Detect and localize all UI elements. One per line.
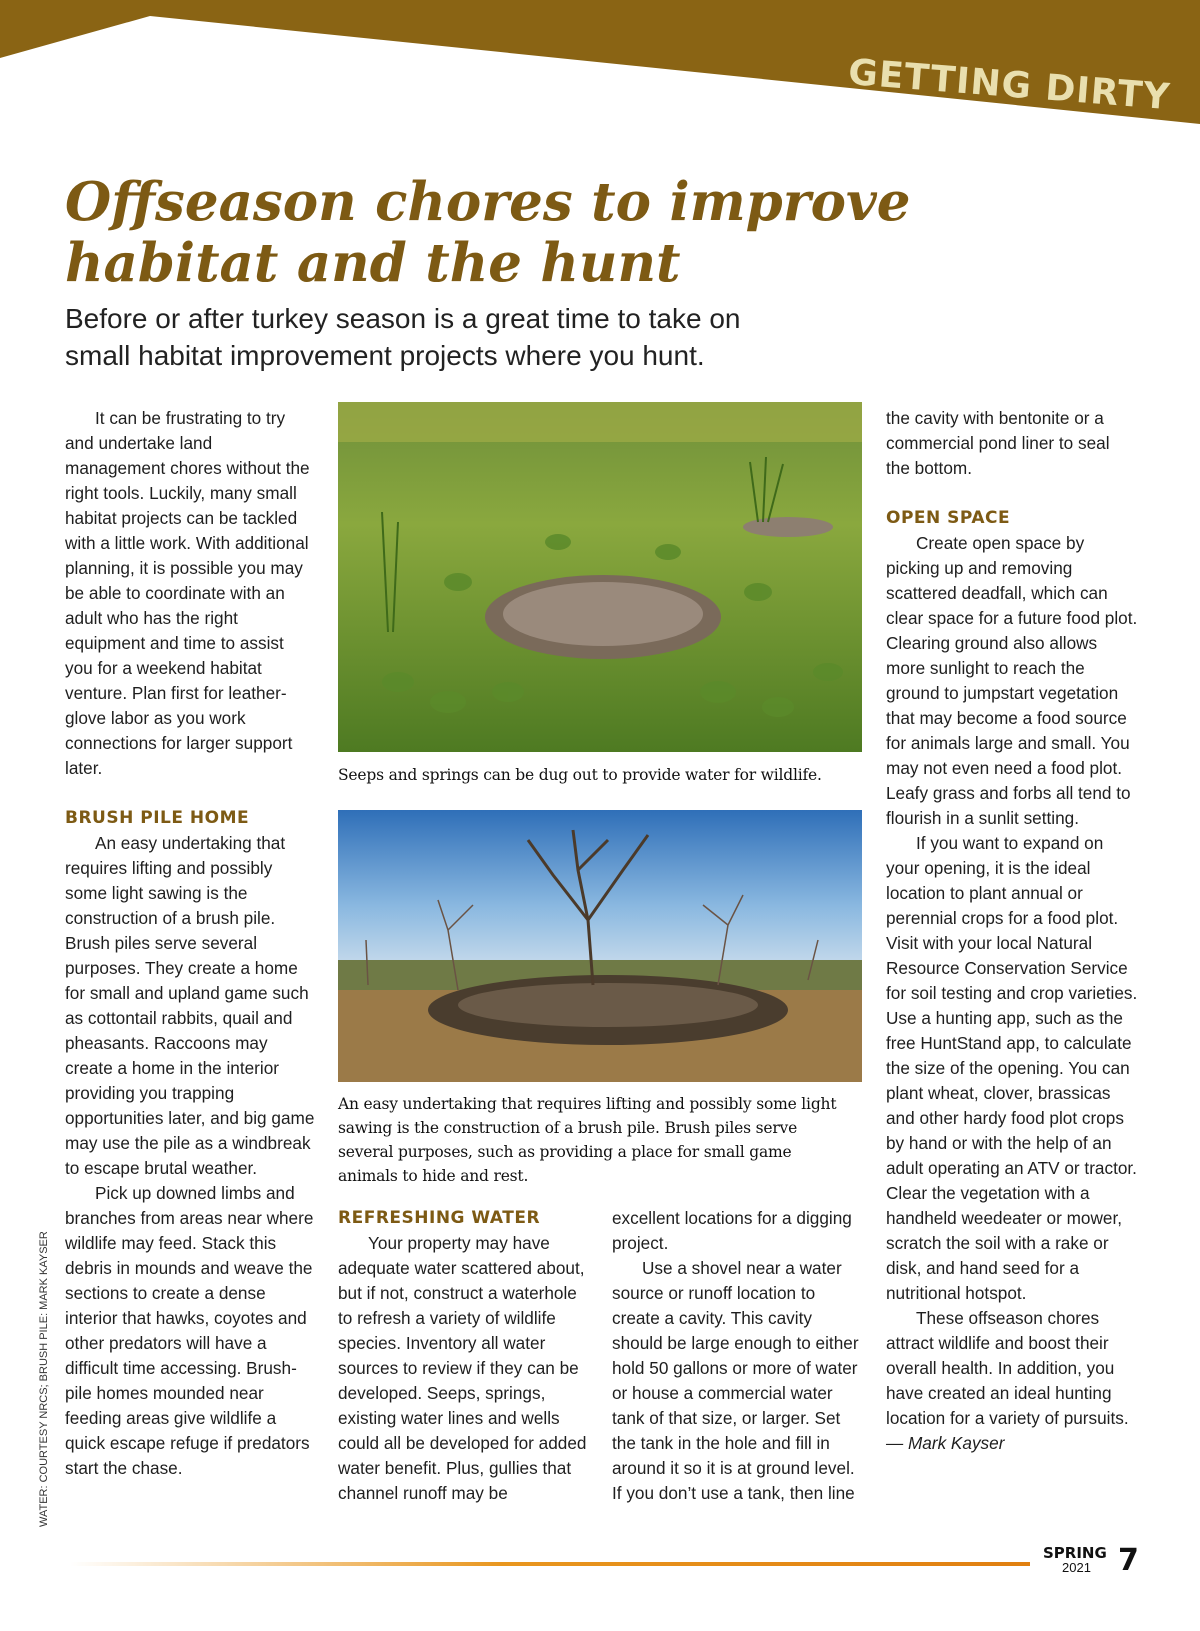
brush-pile-heading: BRUSH PILE HOME [65,808,250,828]
closing-text: These offseason chores attract wildlife and boost their overall health. In addition, you have created an ideal hunting location for a variety of pursuits. [886,1308,1129,1428]
column-3 [612,1206,862,1506]
brush-photo-caption: An easy undertaking that requires lifting and possibly some light sawing is the construction of a brush pile. Brush piles serve several purposes, such as providing a place for small game animals to hide and rest. [338,1095,837,1185]
page-number: 7 [1118,1543,1139,1578]
open-space-heading: OPEN SPACE [886,508,1011,528]
refreshing-water-paragraph-2-continued: the cavity with bentonite or a commercial pond liner to seal the bottom. [886,408,1110,478]
photo-credit: WATER: COURTESY NRCS; BRUSH PILE: MARK KAYSER [38,1231,50,1527]
footer-year: 2021 [1062,1560,1091,1575]
refreshing-water-heading: REFRESHING WATER [338,1208,541,1228]
water-seep-photo [338,402,862,752]
intro-paragraph: It can be frustrating to try and undertake land management chores without the right tools. Luckily, many small habitat projects can be tackled with a little work. With additional planning, it is possible you may be able to coordinate with an adult who has the right equipment and time to assist you for a weekend habitat venture. Plan first for leather-glove labor as you work connections for larger support later. [65,408,310,778]
footer-rule [70,1562,1030,1566]
refreshing-water-paragraph-1-continued: excellent locations for a digging project. [612,1208,852,1253]
article-subtitle: Before or after turkey season is a great time to take on small habitat improvement projects where you hunt. [65,303,741,371]
section-tag: GETTING DIRTY [846,52,1172,119]
brush-pile-paragraph-1: An easy undertaking that requires lifting and possibly some light sawing is the construction of a brush pile. Brush piles serve several purposes. They create a home for small and upland game such as cottontail rabbits, quail and pheasants. Raccoons may create a home in the interior providing you trapping opportunities later, and big game may use the pile as a windbreak to escape brutal weather. [65,833,315,1178]
water-photo-caption: Seeps and springs can be dug out to provide water for wildlife. [338,766,822,784]
refreshing-water-paragraph-1: Your property may have adequate water scattered about, but if not, construct a waterhole to refresh a variety of wildlife species. Inventory all water sources to review if they can be developed. Seeps, springs, existing water lines and wells could all be developed for added water benefit. Plus, gullies that channel runoff may be [338,1233,587,1503]
author-byline: — Mark Kayser [886,1433,1005,1453]
brush-pile-photo [338,810,862,1082]
refreshing-water-paragraph-2: Use a shovel near a water source or runoff location to create a cavity. This cavity should be large enough to either hold 50 gallons or more of water or house a commercial water tank of that size, or larger. Set the tank in the hole and fill in around it so it is at ground level. If you don’t use a tank, then line [612,1258,859,1503]
column-2 [338,1206,590,1506]
brush-pile-paragraph-2: Pick up downed limbs and branches from areas near where wildlife may feed. Stack this debris in mounds and weave the sections to create a dense interior that hawks, coyotes and other predators will have a difficult time accessing. Brush-pile homes mounded near feeding areas give wildlife a quick escape refuge if predators start the chase. [65,1183,314,1478]
column-1 [65,406,315,1481]
open-space-paragraph-1: Create open space by picking up and removing scattered deadfall, which can clear space for a future food plot. Clearing ground also allows more sunlight to reach the ground to jumpstart vegetation that may become a food source for animals large and small. You may not even need a food plot. Leafy grass and forbs all tend to flourish in a sunlit setting. [886,533,1138,828]
open-space-paragraph-2: If you want to expand on your opening, it is the ideal location to plant annual or perennial crops for a food plot. Visit with your local Natural Resource Conservation Service for soil testing and crop varieties. Use a hunting app, such as the free HuntStand app, to calculate the size of the opening. You can plant wheat, clover, brassicas and other hardy food plot crops by hand or with the help of an adult operating an ATV or tractor. Clear the vegetation with a handheld weedeater or mower, scratch the soil with a rake or disk, and hand seed for a nutritional hotspot. [886,833,1138,1303]
open-space-paragraph-3 [886,1306,1138,1456]
article-title: Offseason chores to improve habitat and the hunt [65,171,911,294]
column-4 [886,406,1138,1456]
footer-season: SPRING [1043,1544,1107,1562]
